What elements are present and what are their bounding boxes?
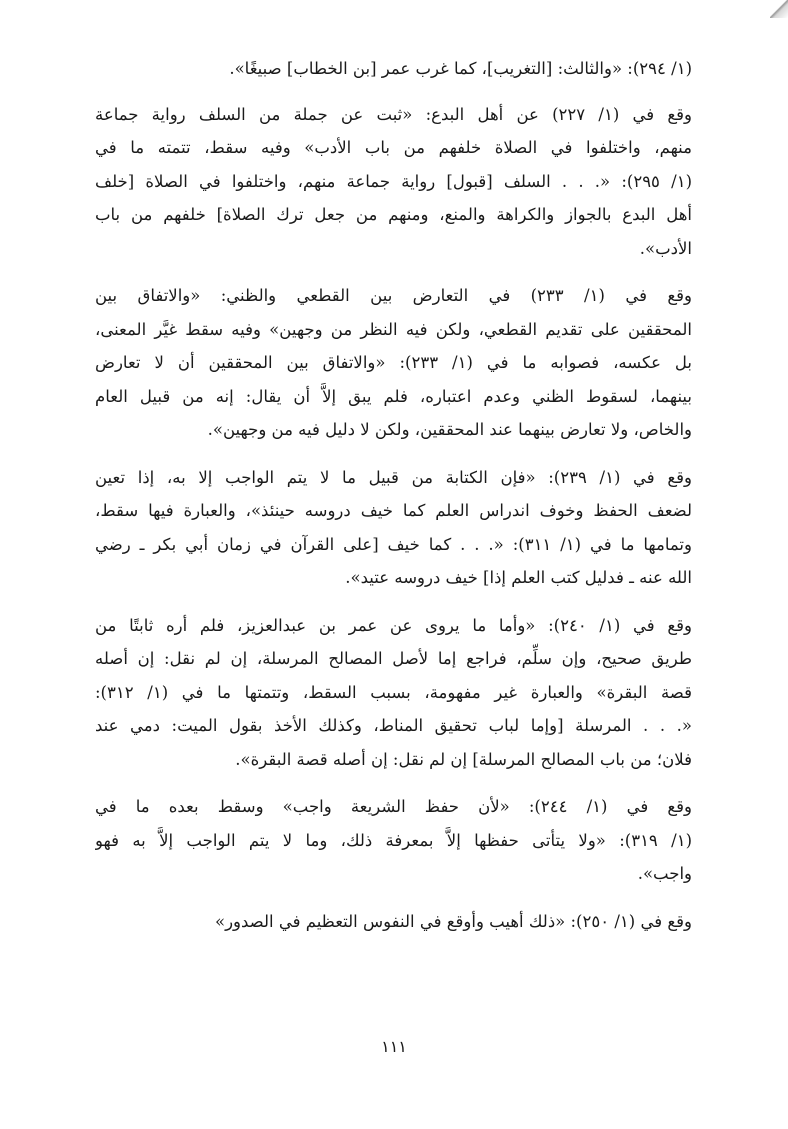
text-line: وقع في (١/ ٢٤٠): «وأما ما يروى عن عمر بن عبدالعزيز، فلم أره ثابتًا من bbox=[95, 615, 692, 635]
text-line: فلان؛ من باب المصالح المرسلة] إن لم نقل: إن أصله قصة البقرة». bbox=[235, 749, 692, 769]
body-text bbox=[95, 52, 692, 952]
text-line: وقع في (١/ ٢٥٠): «ذلك أهيب وأوقع في النفوس التعظيم في الصدور» bbox=[214, 911, 692, 931]
text-line: أهل البدع بالجواز والكراهة والمنع، ومنهم من جعل ترك الصلاة] خلفهم من باب bbox=[95, 205, 692, 224]
text-line: لضعف الحفظ وخوف اندراس العلم كما خيف دروسه حينئذ»، والعبارة فيها سقط، bbox=[95, 501, 692, 520]
paragraph-5 bbox=[95, 609, 692, 777]
page-corner-fold bbox=[770, 0, 788, 18]
text-line: (١/ ٢٩٤): «والثالث: [التغريب]، كما غرب عمر [بن الخطاب] صبيغًا». bbox=[229, 59, 692, 78]
text-line: (١/ ٣١٩): «ولا يتأتى حفظها إلاَّ بمعرفة ذلك، وما لا يتم الواجب إلاَّ به فهو bbox=[95, 830, 692, 850]
paragraph-6 bbox=[95, 790, 692, 891]
text-line: الله عنه ـ فدليل كتب العلم إذا] خيف دروسه عتيد». bbox=[345, 568, 692, 587]
text-line: الأدب». bbox=[639, 238, 692, 258]
text-line: وقع في (١/ ٢٤٤): «لأن حفظ الشريعة واجب» وسقط بعده ما في bbox=[95, 797, 692, 816]
paragraph-7 bbox=[95, 905, 692, 939]
paragraph-4 bbox=[95, 461, 692, 595]
text-line: واجب». bbox=[637, 864, 692, 883]
text-line: منهم، واختلفوا في الصلاة خلفهم من باب الأدب» وفيه سقط، تتمته ما في bbox=[95, 138, 692, 157]
paragraph-1 bbox=[95, 52, 692, 86]
text-line: قصة البقرة» والعبارة غير مفهومة، بسبب السقط، وتتمتها ما في (١/ ٣١٢): bbox=[95, 682, 692, 702]
paragraph-2 bbox=[95, 98, 692, 266]
text-line: والخاص، ولا تعارض بينهما عند المحققين، ولكن لا دليل فيه من وجهين». bbox=[207, 420, 692, 439]
text-line: المحققين على تقديم القطعي، ولكن فيه النظر من وجهين» وفيه سقط غيَّر المعنى، bbox=[95, 319, 692, 339]
page-number: ١١١ bbox=[381, 1037, 407, 1056]
text-line: وقع في (١/ ٢٣٩): «فإن الكتابة من قبيل ما لا يتم الواجب إلا به، إذا تعين bbox=[95, 467, 692, 487]
text-line: وتمامها ما في (١/ ٣١١): «. . . كما خيف [على القرآن في زمان أبي بكر ـ رضي bbox=[95, 534, 692, 554]
text-line: بينهما، لسقوط الظني وعدم اعتباره، فلم يبق إلاَّ أن يقال: إنه من قبيل العام bbox=[95, 386, 692, 406]
text-line: (١/ ٢٩٥): «. . . السلف [قبول] رواية جماعة منهم، واختلفوا في الصلاة [خلف bbox=[95, 171, 692, 191]
text-line: «. . . المرسلة [وإما لباب تحقيق المناط، وكذلك الأخذ بقول الميت: دمي عند bbox=[95, 716, 692, 735]
paragraph-3 bbox=[95, 279, 692, 447]
text-line: وقع في (١/ ٢٣٣) في التعارض بين القطعي والظني: «والاتفاق بين bbox=[95, 286, 692, 305]
text-line: وقع في (١/ ٢٢٧) عن أهل البدع: «ثبت عن جملة من السلف رواية جماعة bbox=[95, 104, 692, 124]
text-line: بل عكسه، فصوابه ما في (١/ ٢٣٣): «والاتفاق بين المحققين أن لا تعارض bbox=[95, 353, 692, 372]
text-line: طريق صحيح، وإن سلِّم، فراجع إما لأصل المصالح المرسلة، إن لم نقل: إن أصله bbox=[95, 649, 692, 668]
